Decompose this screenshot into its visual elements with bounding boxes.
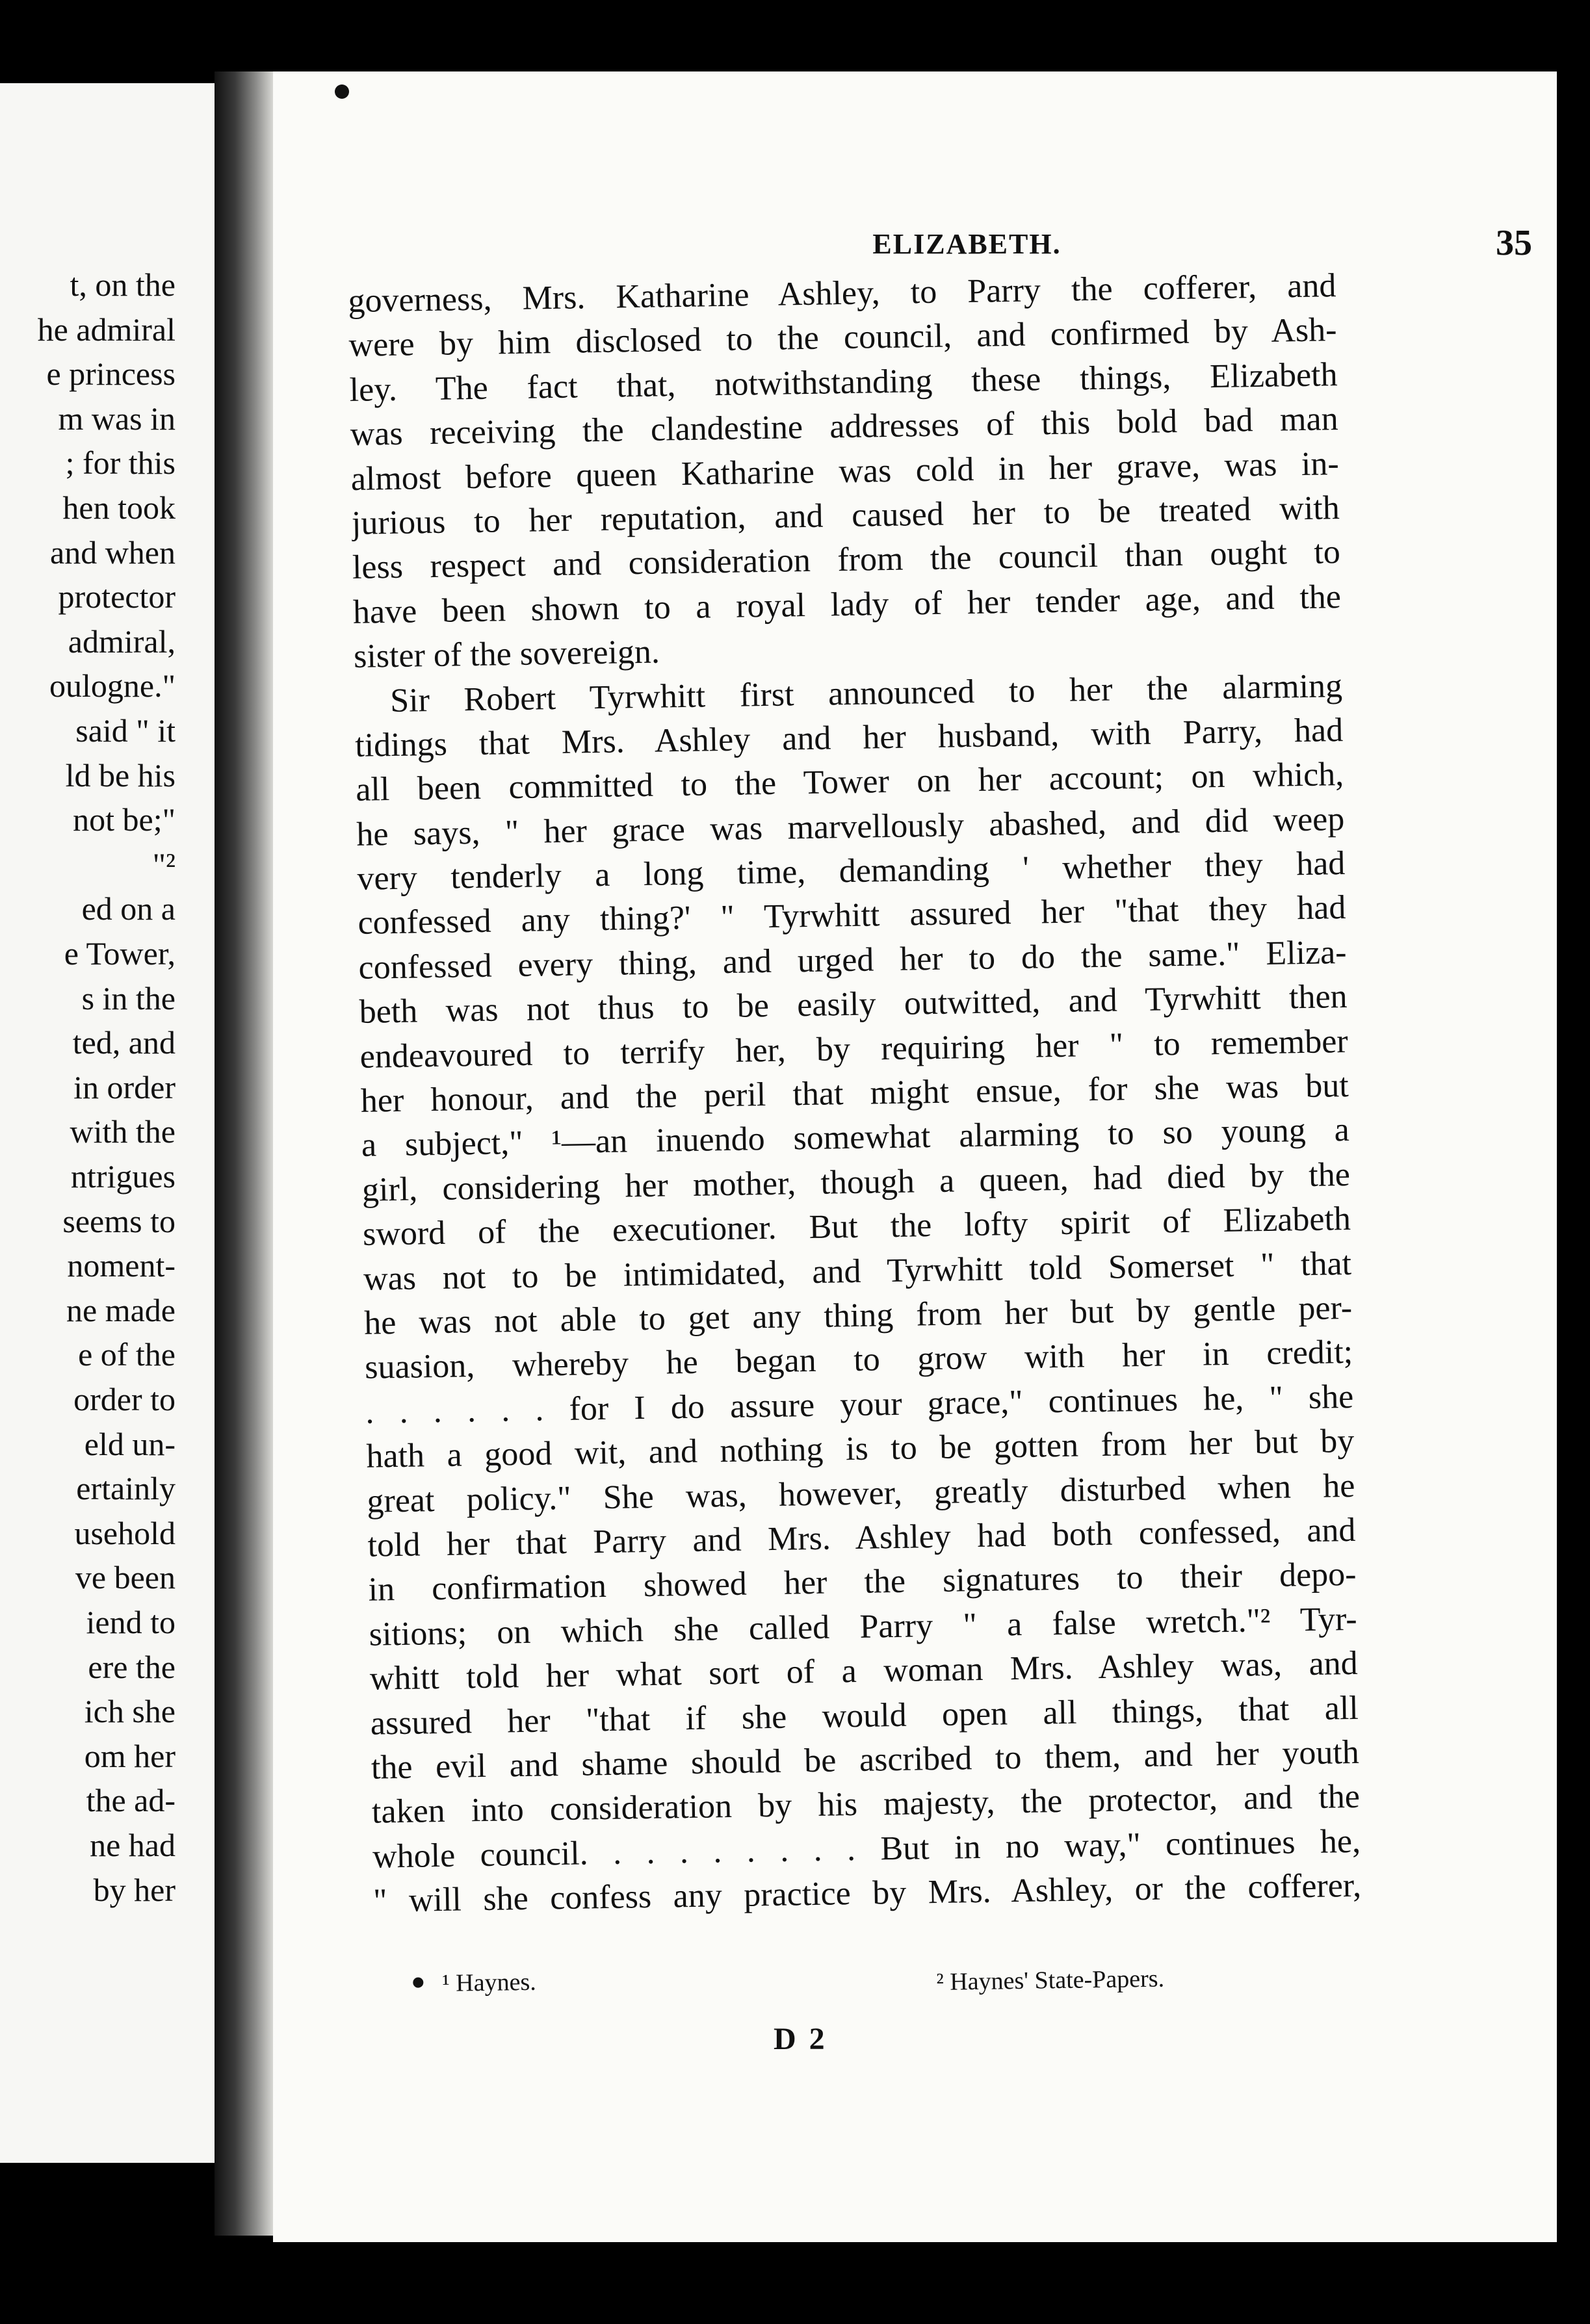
text-line: the evil and shame should be ascribed to them, and her youth [371,1733,1360,1787]
left-page-line: by her [93,1871,176,1908]
left-page-line: t, on the [70,266,176,303]
left-page-line: the ad- [86,1782,176,1819]
page-number: 35 [1496,223,1532,263]
left-page-line: oulogne." [49,667,176,704]
text-line: in confirmation showed her the signatures to their depo- [368,1556,1357,1609]
left-page-line: admiral, [68,623,176,660]
text-line: . . . . . . for I do assure your grace," continues he, " she [365,1378,1354,1431]
text-line: beth was not thus to be easily outwitted, and Tyrwhitt then [359,978,1348,1031]
text-line: assured her "that if she would open all things, that all [370,1689,1359,1742]
text-line: was not to be intimidated, and Tyrwhitt told Somerset " that [363,1245,1352,1298]
left-page-line: ich she [84,1693,176,1730]
left-page-line: eld un- [84,1425,176,1462]
left-page-line: ld be his [65,756,176,794]
left-page-line: e of the [78,1336,176,1373]
left-page-line: order to [73,1381,176,1417]
text-line: her honour, and the peril that might ensue, for she was but [360,1067,1349,1120]
left-page-line: "² [152,846,176,883]
left-page-line: ve been [75,1559,176,1596]
left-page-line: ted, and [72,1024,176,1061]
left-page-line: ne had [90,1827,176,1863]
text-line: ley. The fact that, notwithstanding these things, Elizabeth [349,355,1338,409]
text-line: have been shown to a royal lady of her tender age, and the [352,578,1342,631]
text-line: governess, Mrs. Katharine Ashley, to Parry the cofferer, and [348,267,1336,320]
text-line: all been committed to the Tower on her account; on which, [355,756,1344,809]
ink-speck [335,84,349,99]
left-page-line: seems to [62,1202,176,1239]
left-page-line: e princess [46,355,176,393]
footnotes [442,1954,1417,1997]
left-page-line: noment- [67,1247,176,1284]
left-page-line: ertainly [76,1470,176,1507]
left-page-line: and when [50,534,176,571]
left-page-line: with the [70,1113,176,1150]
text-line: taken into consideration by his majesty, the protector, and the [371,1778,1361,1831]
text-line: confessed every thing, and urged her to do the same." Eliza- [358,933,1347,987]
running-title-text: ELIZABETH. [872,228,1062,260]
left-page-line: protector [58,578,176,615]
text-line: whole council. . . . . . . . . But in no way," continues he, [372,1822,1361,1876]
text-line: sitions; on which she called Parry " a false wretch."² Tyr- [369,1600,1358,1653]
text-line: a subject," ¹—an inuendo somewhat alarming to so young a [361,1111,1350,1165]
left-page-line: ntrigues [70,1158,176,1194]
left-page-line: iend to [86,1604,176,1640]
text-line: he says, " her grace was marvellously abashed, and did weep [356,800,1345,853]
text-line: suasion, whereby he began to grow with her in credit; [364,1334,1353,1387]
footnote-2: ² Haynes' State-Papers. [936,1965,1165,1996]
text-line: jurious to her reputation, and caused her to be treated with [351,489,1340,542]
text-line: hath a good wit, and nothing is to be gotten from her but by [366,1423,1355,1475]
text-line: very tenderly a long time, demanding ' whether they had [357,845,1346,897]
signature-mark: D 2 [774,2022,828,2056]
right-page [273,71,1557,2242]
body-text [348,264,1362,1924]
text-line: less respect and consideration from the council than ought to [352,534,1341,587]
left-page-line: said " it [75,712,176,749]
left-page-line: m was in [58,400,176,437]
text-line: tidings that Mrs. Ashley and her husband, with Parry, had [354,711,1344,764]
left-page-line: om her [84,1737,176,1774]
text-line: sister of the sovereign. [353,633,660,676]
text-line: he was not able to get any thing from her but by gentle per- [363,1289,1353,1342]
text-line: Sir Robert Tyrwhitt first announced to her the alarming [389,667,1343,719]
text-line: almost before queen Katharine was cold in her grave, was in- [350,445,1340,498]
left-page-line: in order [73,1068,176,1105]
left-page-line: he admiral [37,311,176,348]
left-page-line: s in the [81,979,176,1016]
text-line: told her that Parry and Mrs. Ashley had both confessed, and [367,1511,1356,1564]
left-page-line: e Tower, [64,935,176,972]
text-line: was receiving the clandestine addresses of this bold bad man [350,400,1339,454]
text-line: whitt told her what sort of a woman Mrs. Ashley was, and [369,1644,1359,1698]
text-line: girl, considering her mother, though a queen, had died by the [361,1156,1351,1209]
footnote-bullet [413,1977,423,1987]
left-page-line: not be;" [73,801,176,838]
text-line: confessed any thing?' " Tyrwhitt assured her "that they had [358,889,1346,942]
left-page-line: ne made [66,1291,176,1328]
left-page-line: ere the [88,1648,176,1685]
left-page-line: usehold [74,1514,176,1551]
running-title [273,227,1557,261]
text-line: " will she confess any practice by Mrs. Ashley, or the cofferer, [372,1866,1362,1920]
text-line: were by him disclosed to the council, and confirmed by Ash- [348,311,1337,365]
left-page-line: hen took [62,489,176,526]
text-line: endeavoured to terrify her, by requiring her " to remember [359,1022,1349,1076]
left-page-line: ed on a [81,890,176,927]
footnote-1: ¹ Haynes. [442,1968,537,1997]
left-facing-page [0,83,218,2163]
book-gutter [215,71,273,2236]
left-page-line: ; for this [65,445,176,482]
text-line: sword of the executioner. But the lofty spirit of Elizabeth [362,1200,1351,1254]
text-line: great policy." She was, however, greatly disturbed when he [367,1467,1355,1520]
